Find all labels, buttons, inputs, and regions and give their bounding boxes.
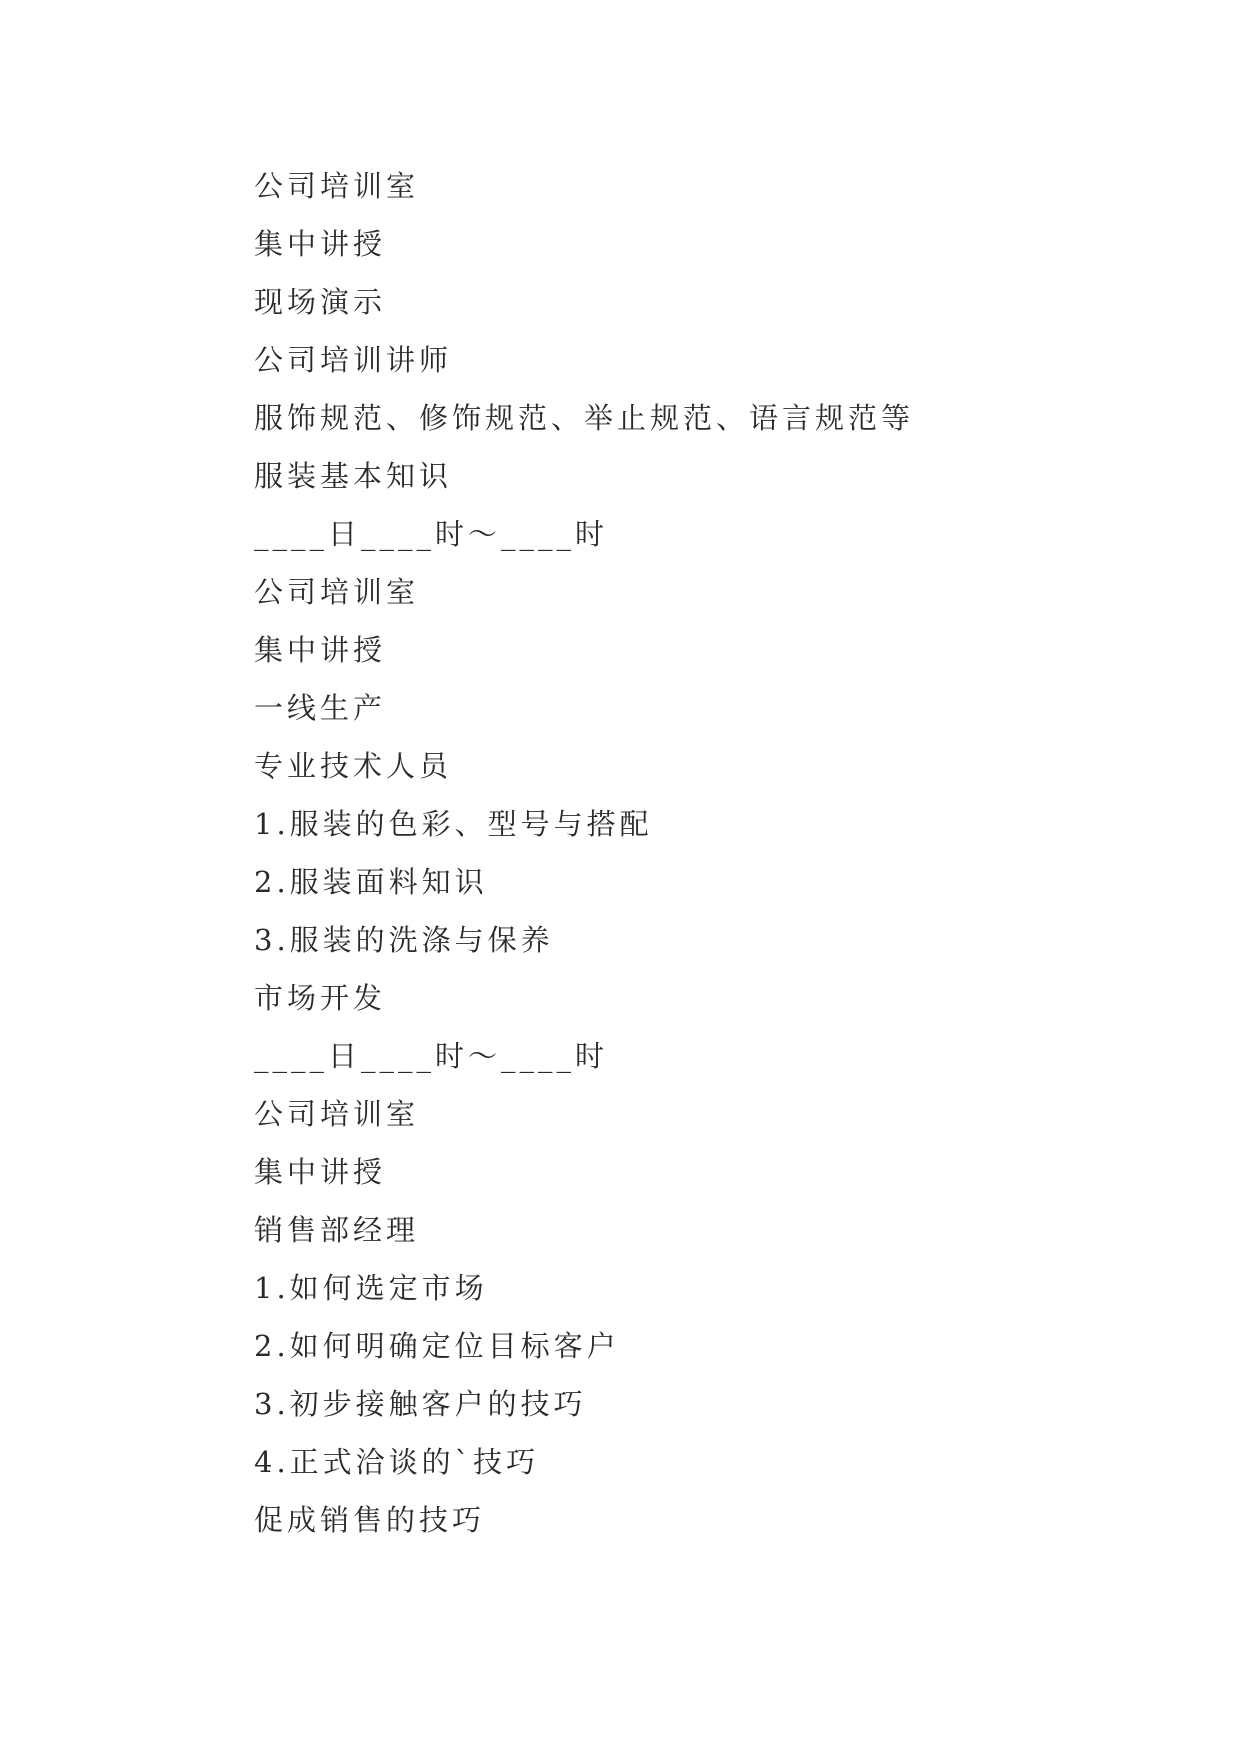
document-body xyxy=(254,157,1014,1549)
text-line: 1.如何选定市场 xyxy=(254,1271,488,1305)
text-line: 一线生产 xyxy=(254,691,387,725)
text-line: 集中讲授 xyxy=(254,227,387,261)
text-line: 市场开发 xyxy=(254,981,387,1015)
text-line: 促成销售的技巧 xyxy=(254,1503,486,1537)
text-line: 现场演示 xyxy=(254,285,387,319)
text-line: 公司培训室 xyxy=(254,575,420,609)
text-line: 3.服装的洗涤与保养 xyxy=(254,923,554,957)
text-line: 公司培训室 xyxy=(254,1097,420,1131)
text-line: 集中讲授 xyxy=(254,1155,387,1189)
text-line: 公司培训讲师 xyxy=(254,343,453,377)
text-line: 服饰规范、修饰规范、举止规范、语言规范等 xyxy=(254,401,915,435)
text-line: 销售部经理 xyxy=(254,1213,420,1247)
text-line: ____日____时～____时 xyxy=(254,1039,609,1073)
text-line: ____日____时～____时 xyxy=(254,517,609,551)
text-line: 1.服装的色彩、型号与搭配 xyxy=(254,807,653,841)
text-line: 4.正式洽谈的`技巧 xyxy=(254,1445,540,1479)
text-line: 专业技术人员 xyxy=(254,749,453,783)
text-line: 2.如何明确定位目标客户 xyxy=(254,1329,620,1363)
text-line: 3.初步接触客户的技巧 xyxy=(254,1387,587,1421)
text-line: 服装基本知识 xyxy=(254,459,453,493)
text-line: 集中讲授 xyxy=(254,633,387,667)
text-line: 2.服装面料知识 xyxy=(254,865,488,899)
text-line: 公司培训室 xyxy=(254,169,420,203)
